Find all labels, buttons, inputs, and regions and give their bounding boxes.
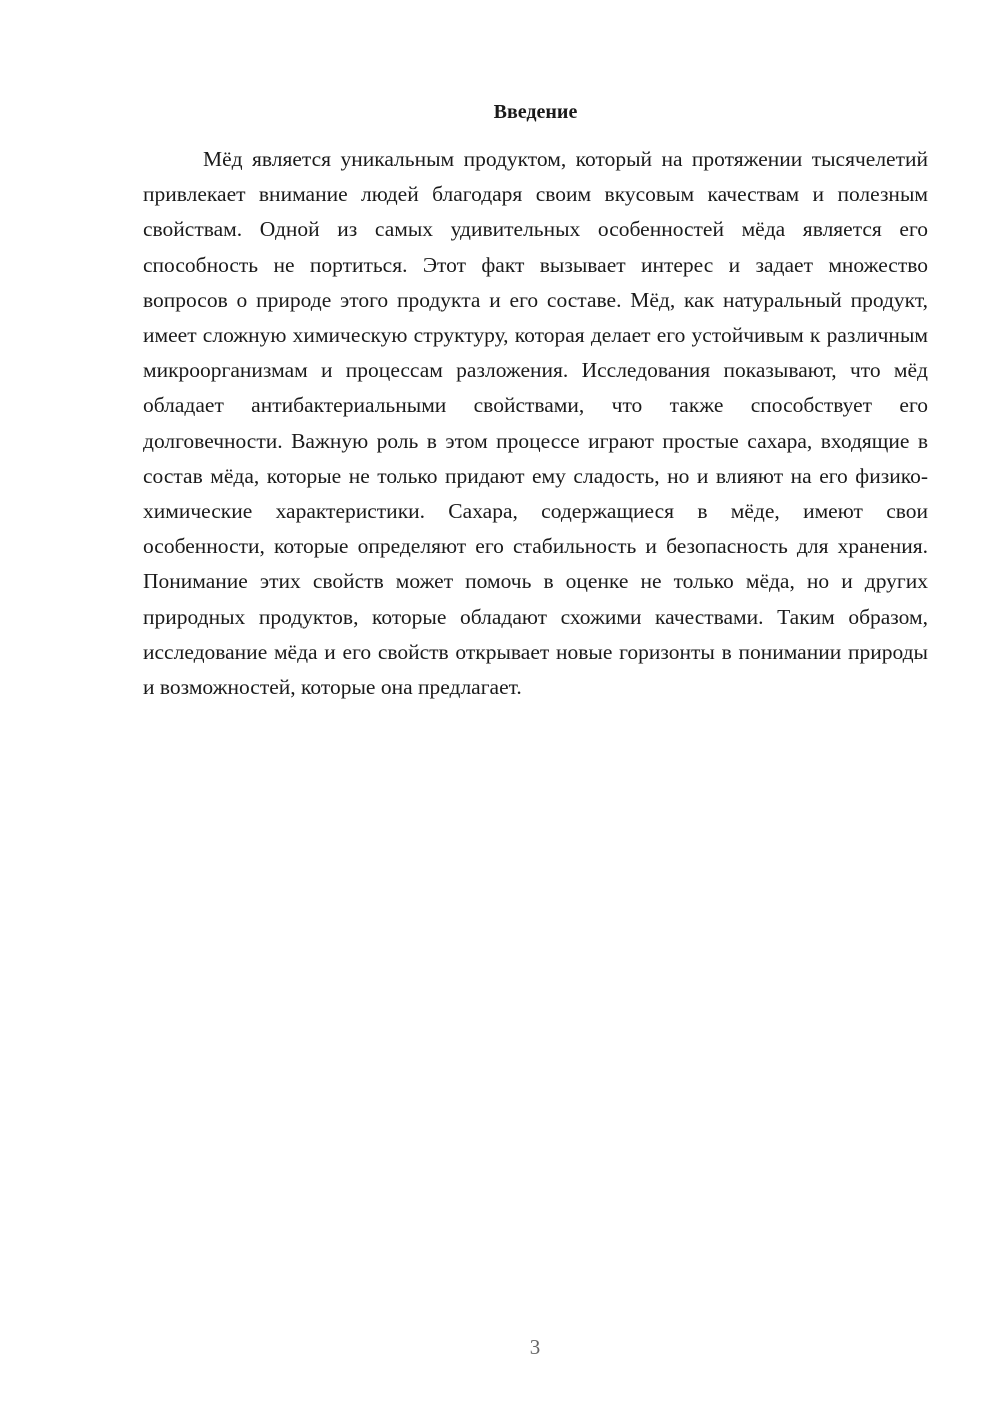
section-title: Введение: [493, 101, 578, 123]
page-number: 3: [529, 1335, 541, 1359]
body-paragraph: Мёд является уникальным продуктом, который на протяжении тысячелетий привлекает внимание людей благодаря своим вкусовым качествам и полезным свойствам. Одной из самых удивительных особенностей мёда является его способность не портиться. Этот факт вызывает интерес и задает множество вопросов о природе этого продукта и его составе. Мёд, как натуральный продукт, имеет сложную химическую структуру, которая делает его устойчивым к различным микроорганизмам и процессам разложения. Исследования показывают, что мёд обладает антибактериальными свойствами, что также способствует его долговечности. Важную роль в этом процессе играют простые сахара, входящие в состав мёда, которые не только придают ему сладость, но и влияют на его физико-химические характеристики. Сахара, содержащиеся в мёде, имеют свои особенности, которые определяют его стабильность и безопасность для хранения. Понимание этих свойств может помочь в оценке не только мёда, но и других природных продуктов, которые обладают схожими качествами. Таким образом, исследование мёда и его свойств открывает новые горизонты в понимании природы и возможностей, которые она предлагает.: [143, 147, 928, 700]
